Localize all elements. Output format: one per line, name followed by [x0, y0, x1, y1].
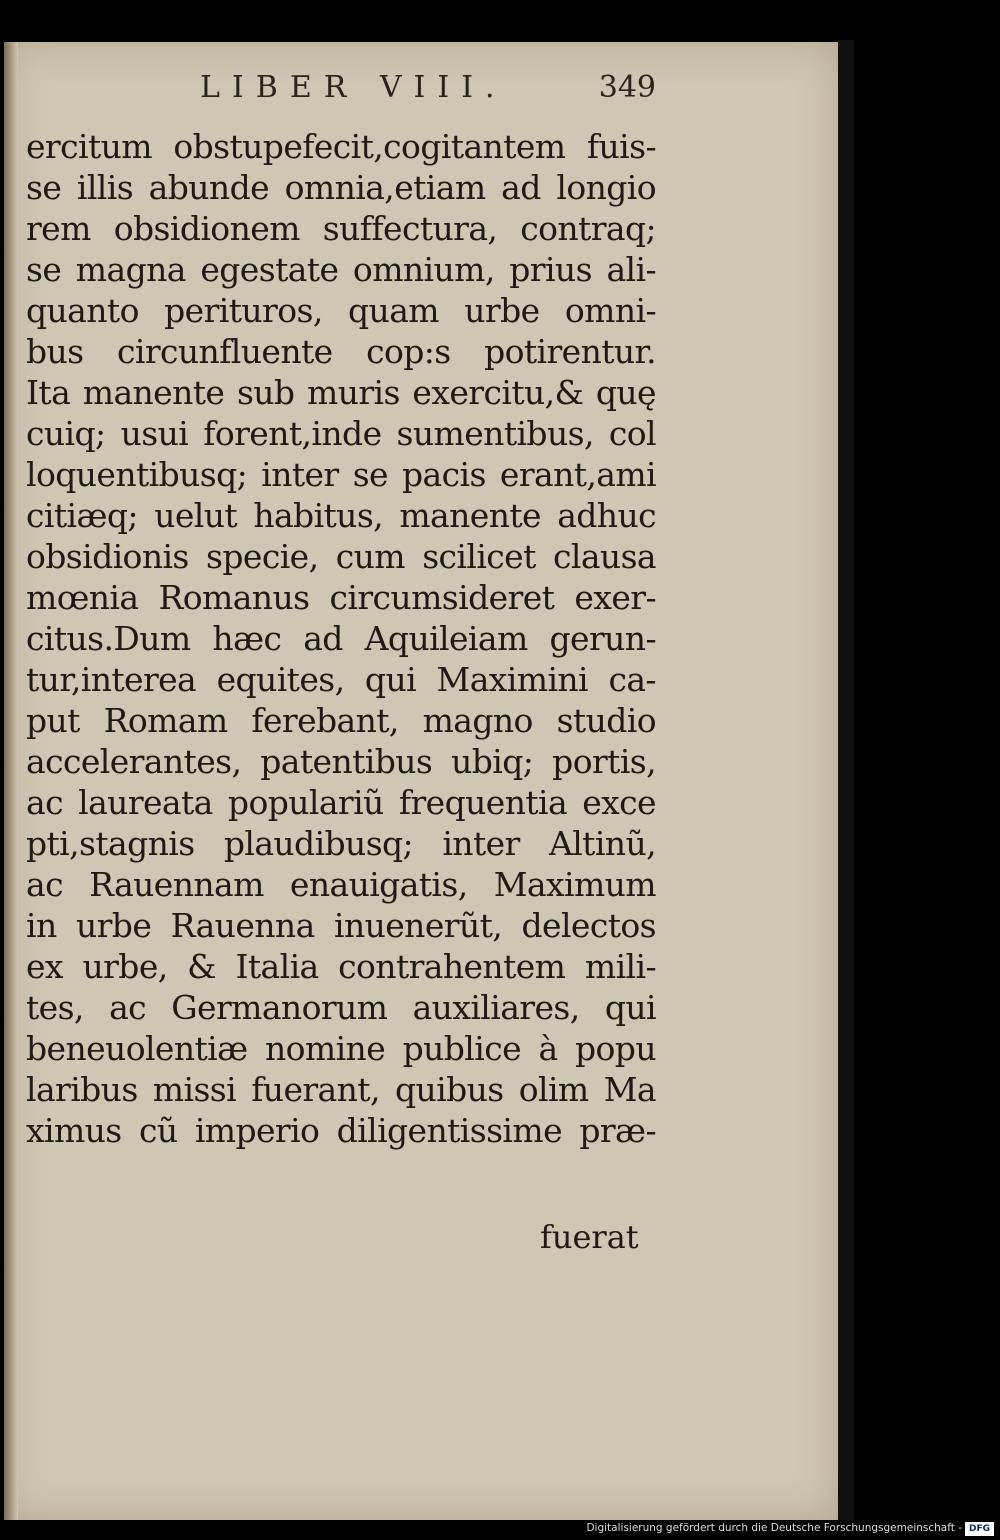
catchword: fuerat [540, 1218, 639, 1256]
text-line: put Romam ferebant, magno studio [26, 701, 656, 740]
text-line: accelerantes, patentibus ubiq; portis, [26, 742, 656, 781]
text-line: citus.Dum hæc ad Aquileiam gerun- [26, 619, 656, 658]
text-line: se illis abunde omnia,etiam ad longio [26, 168, 656, 207]
text-line: in urbe Rauenna inuenerũt, delectos [26, 906, 656, 945]
text-line: rem obsidionem suffectura, contraq; [26, 209, 656, 248]
text-line: cuiq; usui forent,inde sumentibus, col [26, 414, 656, 453]
text-line: pti,stagnis plaudibusq; inter Altinũ, [26, 824, 656, 863]
text-line: obsidionis specie, cum scilicet clausa [26, 537, 656, 576]
text-line: bus circunfluente cop:s potirentur. [26, 332, 656, 371]
text-line: ac Rauennam enauigatis, Maximum [26, 865, 656, 904]
text-line: tes, ac Germanorum auxiliares, qui [26, 988, 656, 1027]
text-line: mœnia Romanus circumsideret exer- [26, 578, 656, 617]
text-line: citiæq; uelut habitus, manente adhuc [26, 496, 656, 535]
digitization-footer [586, 1522, 994, 1536]
text-line: ximus cũ imperio diligentissime præ- [26, 1111, 656, 1150]
text-line: beneuolentiæ nomine publice à popu [26, 1029, 656, 1068]
text-line: ercitum obstupefecit,cogitantem fuis- [26, 127, 656, 166]
page-number: 349 [598, 70, 656, 105]
footer-text: Digitalisierung gefördert durch die Deutsche Forschungsgemeinschaft - [586, 1522, 962, 1534]
text-line: loquentibusq; inter se pacis erant,ami [26, 455, 656, 494]
text-line: se magna egestate omnium, prius ali- [26, 250, 656, 289]
page-gutter [4, 42, 18, 1520]
text-line: ac laureata populariũ frequentia exce [26, 783, 656, 822]
text-line: quanto perituros, quam urbe omni- [26, 291, 656, 330]
text-line: ex urbe, & Italia contrahentem mili- [26, 947, 656, 986]
text-line: Ita manente sub muris exercitu,& quę [26, 373, 656, 412]
body-text [26, 126, 656, 1151]
running-head-title: LIBER VIII. [200, 70, 507, 105]
text-line: laribus missi fuerant, quibus olim Ma [26, 1070, 656, 1109]
page-edge-shadow [838, 40, 854, 1520]
text-line: tur,interea equites, qui Maximini ca- [26, 660, 656, 699]
running-head [190, 70, 660, 110]
dfg-logo: DFG [965, 1522, 994, 1536]
